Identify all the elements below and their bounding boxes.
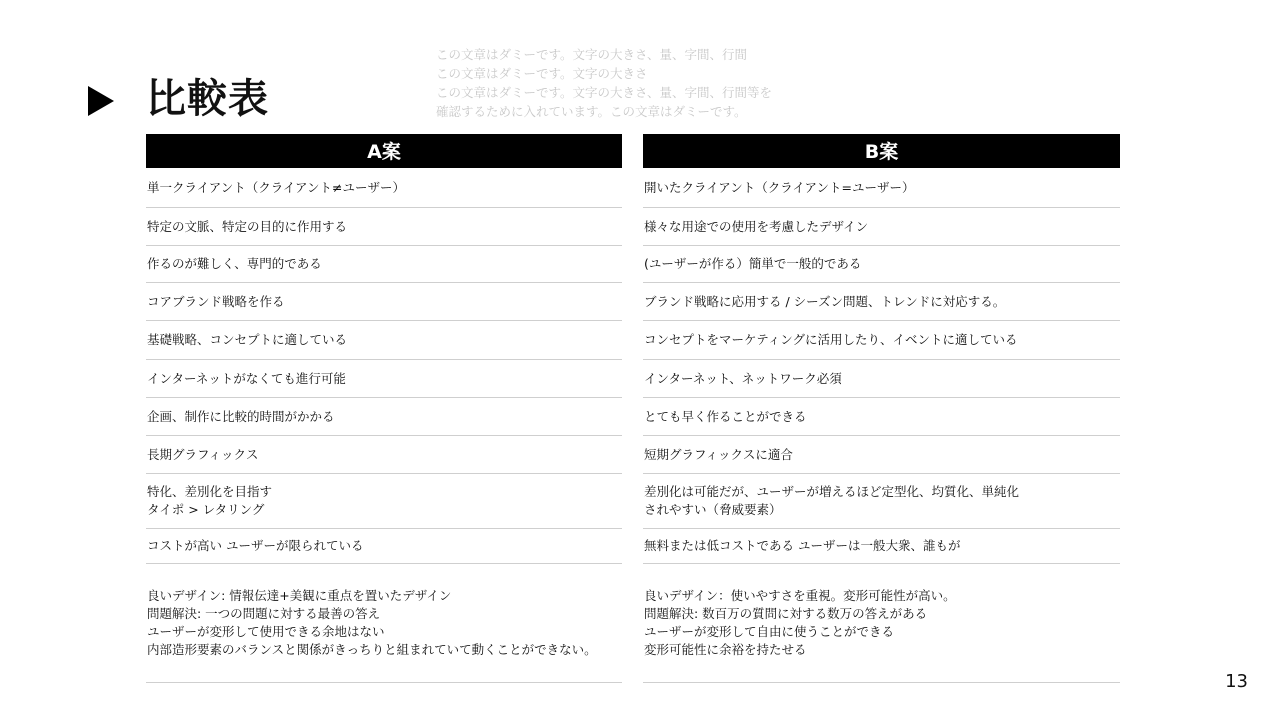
cell-text	[147, 179, 405, 197]
cell-line: 開いたクライアント（クライアント=ユーザー）	[644, 179, 915, 195]
cell-line: 変形可能性に余裕を持たせる	[644, 642, 807, 657]
cell-line: 良いデザイン: 情報伝達+美観に重点を置いたデザイン	[147, 588, 452, 603]
table-row	[146, 246, 622, 283]
table-row	[643, 398, 1120, 436]
cell-line: とても早く作ることができる	[644, 408, 807, 424]
cell-line: インターネットがなくても進行可能	[147, 370, 346, 386]
cell-text	[644, 255, 861, 273]
cell-line: 単一クライアント（クライアント≠ユーザー）	[147, 179, 405, 195]
table-row	[146, 321, 622, 360]
cell-text	[147, 370, 346, 388]
play-triangle-icon	[88, 86, 114, 116]
page-title: 比較表	[146, 76, 269, 122]
cell-line: されやすい（脅威要素）	[644, 502, 782, 517]
dummy-text	[436, 45, 772, 121]
column-b	[643, 134, 1120, 683]
cell-text	[147, 446, 258, 464]
cell-line: 特定の文脈、特定の目的に作用する	[147, 218, 348, 234]
cell-text	[644, 218, 868, 236]
cell-line: 問題解決: 一つの問題に対する最善の答え	[147, 606, 381, 621]
cell-text	[147, 218, 347, 236]
table-row	[146, 436, 622, 474]
table-row	[643, 474, 1120, 529]
table-row	[643, 283, 1120, 321]
cell-line: コアブランド戦略を作る	[147, 293, 285, 309]
table-row	[146, 283, 622, 321]
table-row	[643, 360, 1120, 398]
table-row	[146, 360, 622, 398]
cell-text	[644, 331, 1018, 349]
table-row	[643, 321, 1120, 360]
cell-line: 差別化は可能だが、ユーザーが増えるほど定型化、均質化、単純化	[644, 484, 1020, 499]
cell-line: 様々な用途での使用を考慮したデザイン	[644, 218, 869, 234]
cell-text	[644, 408, 807, 426]
cell-line: (ユーザーが作る）簡単で一般的である	[644, 256, 862, 271]
cell-line: 問題解決: 数百万の質問に対する数万の答えがある	[644, 606, 928, 621]
cell-line: 企画、制作に比較的時間がかかる	[147, 408, 335, 424]
cell-line: コンセプトをマーケティングに活用したり、イベントに適している	[644, 332, 1018, 347]
cell-line: ユーザーが変形して使用できる余地はない	[147, 624, 385, 639]
cell-text	[147, 331, 347, 349]
cell-line: 良いデザイン：使いやすさを重視。変形可能性が高い。	[644, 588, 956, 603]
cell-line: 特化、差別化を目指す	[147, 484, 273, 499]
cell-text	[644, 446, 793, 464]
cell-text	[147, 408, 335, 426]
dummy-line: この文章はダミーです。文字の大きさ、量、字間、行間等を	[436, 85, 773, 100]
table-row	[643, 529, 1120, 564]
table-row	[643, 564, 1120, 683]
cell-line: 短期グラフィックスに適合	[644, 446, 793, 462]
dummy-line: この文章はダミーです。文字の大きさ、量、字間、行間	[436, 47, 748, 62]
table-row	[146, 529, 622, 564]
dummy-line: 確認するために入れています。この文章はダミーです。	[436, 104, 747, 119]
table-row	[146, 398, 622, 436]
column-a	[146, 134, 622, 683]
cell-line: 無料または低コストである ユーザーは一般大衆、誰もが	[644, 538, 961, 553]
cell-text	[644, 587, 956, 659]
cell-line: インターネット、ネットワーク必須	[644, 370, 842, 386]
cell-text	[147, 255, 322, 273]
cell-line: 基礎戦略、コンセプトに適している	[147, 332, 348, 347]
cell-line: 長期グラフィックス	[147, 446, 259, 462]
cell-text	[644, 179, 914, 197]
table-row	[146, 564, 622, 683]
cell-line: タイポ > レタリング	[147, 502, 265, 517]
table-row	[643, 246, 1120, 283]
table-row	[146, 208, 622, 246]
table-row	[643, 168, 1120, 208]
cell-line: 作るのが難しく、専門的である	[147, 256, 322, 271]
table-row	[643, 436, 1120, 474]
page-number: 13	[1225, 671, 1248, 692]
cell-line: ブランド戦略に応用する / シーズン問題、トレンドに対応する。	[644, 293, 1006, 309]
cell-line: 内部造形要素のバランスと関係がきっちりと組まれていて動くことができない。	[147, 642, 597, 657]
cell-text	[644, 537, 960, 555]
cell-line: コストが高い ユーザーが限られている	[147, 538, 364, 553]
table-row	[643, 208, 1120, 246]
column-b-header: B案	[643, 134, 1120, 168]
cell-text	[147, 587, 597, 659]
cell-text	[644, 370, 842, 388]
cell-text	[644, 483, 1019, 519]
cell-text	[147, 483, 272, 519]
cell-text	[147, 537, 363, 555]
cell-text	[147, 293, 285, 311]
table-row	[146, 474, 622, 529]
column-a-header: A案	[146, 134, 622, 168]
cell-text	[644, 293, 1005, 311]
cell-line: ユーザーが変形して自由に使うことができる	[644, 624, 895, 639]
dummy-line: この文章はダミーです。文字の大きさ	[436, 66, 648, 81]
table-row	[146, 168, 622, 208]
